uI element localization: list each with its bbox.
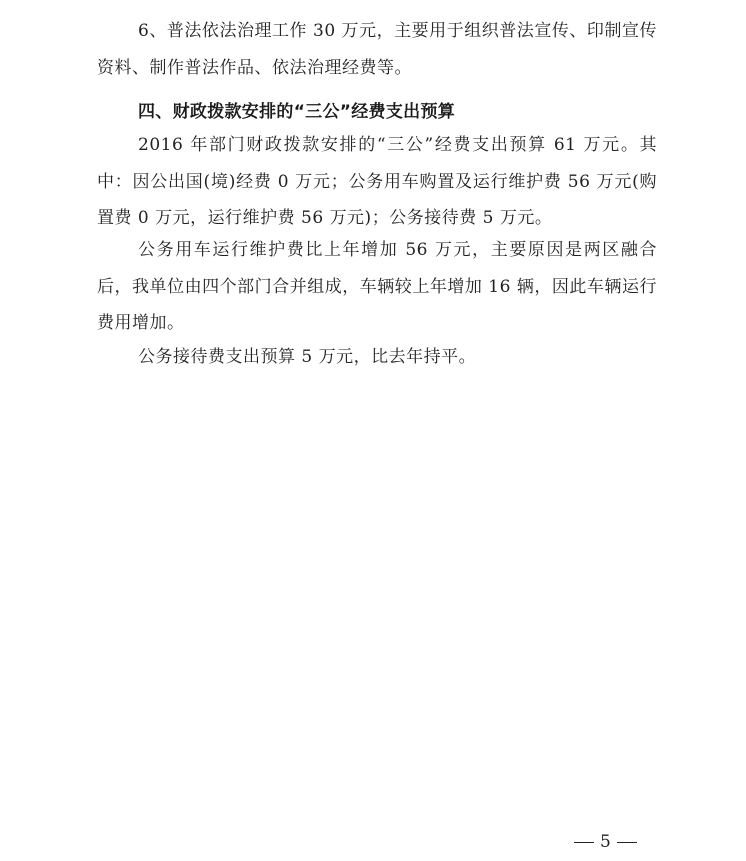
page-number-footer	[568, 830, 643, 854]
paragraph-vehicle-maintenance: 公务用车运行维护费比上年增加 56 万元，主要原因是两区融合后，我单位由四个部门合并组成，车辆较上年增加 16 辆，因此车辆运行费用增加。	[97, 240, 657, 333]
paragraph-legal-publicity: 6、普法依法治理工作 30 万元，主要用于组织普法宣传、印制宣传资料、制作普法作品、依法治理经费等。	[97, 21, 657, 78]
paragraph-three-public-budget: 2016 年部门财政拨款安排的“三公”经费支出预算 61 万元。其中：因公出国(境)经费 0 万元；公务用车购置及运行维护费 56 万元(购置费 0 万元，运行维护费 56 万元)；公务接待费 5 万元。	[97, 135, 657, 228]
section-heading-three-public-expenses: 四、财政拨款安排的“三公”经费支出预算	[138, 102, 456, 122]
footer-left-dash	[574, 842, 594, 843]
footer-right-dash	[617, 842, 637, 843]
paragraph-reception-expenses: 公务接待费支出预算 5 万元，比去年持平。	[138, 347, 477, 367]
page-number: 5	[600, 832, 611, 852]
